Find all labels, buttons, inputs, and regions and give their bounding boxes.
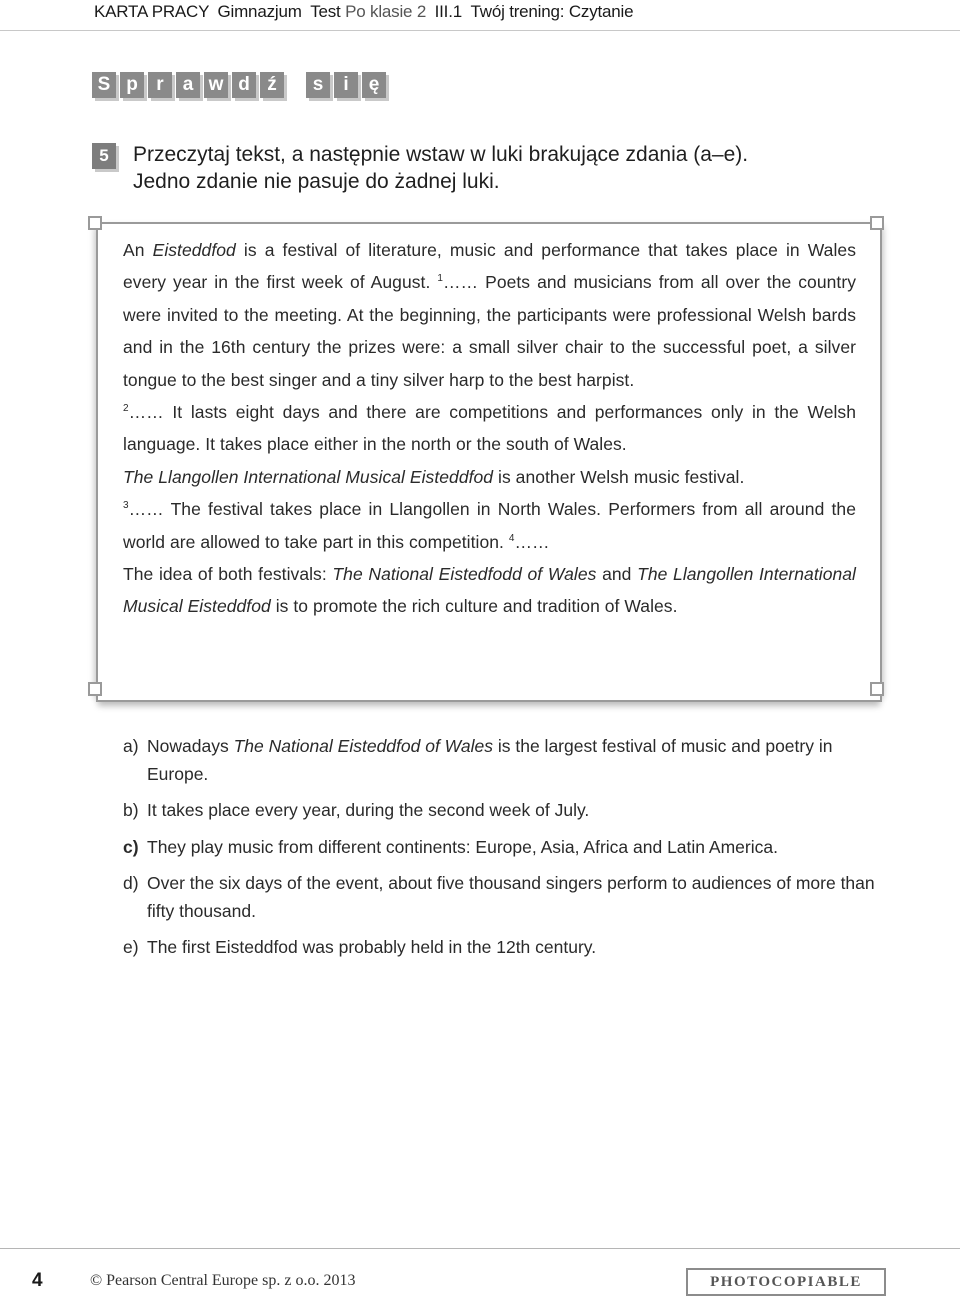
option-text: is the largest festival of music and poetry in Europe. <box>147 736 833 784</box>
gap-2: …… <box>128 402 164 423</box>
option-text: They play music from different continents: Europe, Asia, Africa and Latin America. <box>147 836 778 857</box>
gap-1-number: 1 <box>437 273 443 285</box>
header-klasa: Po klasie 2 <box>345 2 427 21</box>
option-letter: c) <box>123 836 139 857</box>
paragraph-2 <box>123 396 856 461</box>
reading-text <box>123 234 856 623</box>
text-run: and <box>596 564 638 585</box>
section-letter: a <box>176 72 200 98</box>
festival-title: The Llangollen International Musical Eisteddfod <box>123 564 856 617</box>
section-letter: s <box>306 72 330 98</box>
gap-3: …… <box>128 499 164 520</box>
section-letter: i <box>334 72 358 98</box>
instruction-line-2: Jedno zdanie nie pasuje do żadnej luki. <box>133 170 500 193</box>
section-letter: w <box>204 72 228 98</box>
term-eisteddfod: Eisteddfod <box>152 240 236 260</box>
section-letter: p <box>120 72 144 98</box>
festival-title: The National Eistedfodd of Wales <box>332 564 597 585</box>
paragraph-4 <box>123 493 856 558</box>
option-d <box>123 870 893 925</box>
footer-divider <box>0 1248 960 1249</box>
text-run: It lasts eight days and there are competitions and performances only in the Welsh language. It takes place either in the north or the south of Wales. <box>123 402 856 455</box>
text-run: The festival takes place in Llangollen in North Wales. Performers from all around the world are allowed to take part in this competition. <box>123 499 856 552</box>
header-test: Test <box>310 2 341 21</box>
text-run: is a festival of literature, music and performance that takes place in Wales every year in the first week of August. <box>123 240 856 293</box>
header-level: Gimnazjum <box>217 2 302 21</box>
header-unit: III.1 <box>434 2 462 21</box>
section-letter: r <box>148 72 172 98</box>
photocopiable-stamp: PHOTOCOPIABLE <box>686 1268 886 1296</box>
text-run: The idea of both festivals: <box>123 564 333 585</box>
option-text: Over the six days of the event, about five thousand singers perform to audiences of more than fifty thousand. <box>147 873 875 921</box>
copyright-notice: © Pearson Central Europe sp. z o.o. 2013 <box>90 1272 356 1289</box>
frame-corner <box>88 216 102 230</box>
option-b <box>123 797 893 825</box>
option-text: It takes place every year, during the second week of July. <box>147 800 590 820</box>
gap-4: …… <box>514 531 550 552</box>
paragraph-1 <box>123 234 856 396</box>
header-topic: Twój trening: Czytanie <box>470 2 634 21</box>
section-letter: ę <box>362 72 386 98</box>
text-run: is to promote the rich culture and tradition of Wales. <box>270 596 678 617</box>
exercise-instruction <box>133 141 893 195</box>
option-letter: b) <box>123 800 139 820</box>
option-letter: d) <box>123 873 139 893</box>
festival-title: The National Eisteddfod of Wales <box>233 736 493 756</box>
section-letter: d <box>232 72 256 98</box>
paragraph-5 <box>123 558 856 623</box>
gap-1: …… <box>443 272 479 293</box>
frame-corner <box>870 682 884 696</box>
header-karta: KARTA PRACY <box>94 2 209 21</box>
gap-2-number: 2 <box>123 403 129 415</box>
text-run: Poets and musicians from all over the country were invited to the meeting. At the beginning, the participants were professional Welsh bards and in the 16th century the prizes were: a small silver chair to the successful poet, a silver tongue to the best singer and a tiny silver harp to the best harpist. <box>123 272 856 390</box>
section-letter: ź <box>260 72 284 98</box>
page-number: 4 <box>32 1270 43 1291</box>
gap-3-number: 3 <box>123 500 129 512</box>
festival-title: The Llangollen International Musical Eisteddfod <box>123 466 494 487</box>
option-a <box>123 733 893 788</box>
frame-corner <box>88 682 102 696</box>
gap-4-number: 4 <box>508 532 515 544</box>
option-e <box>123 934 893 962</box>
header-divider <box>0 30 960 31</box>
frame-corner <box>870 216 884 230</box>
text-run: An <box>123 240 153 260</box>
answer-options <box>123 733 893 971</box>
instruction-line-1: Przeczytaj tekst, a następnie wstaw w luki brakujące zdania (a–e). <box>133 143 749 166</box>
exercise-number: 5 <box>92 143 116 169</box>
paragraph-3 <box>123 461 856 493</box>
page-header <box>94 0 633 24</box>
option-text: Nowadays <box>147 736 234 756</box>
option-letter: a) <box>123 736 139 756</box>
option-text: The first Eisteddfod was probably held in the 12th century. <box>147 937 597 957</box>
text-run: is another Welsh music festival. <box>493 466 745 487</box>
section-letter: S <box>92 72 116 98</box>
option-c <box>123 834 893 862</box>
option-letter: e) <box>123 937 139 957</box>
